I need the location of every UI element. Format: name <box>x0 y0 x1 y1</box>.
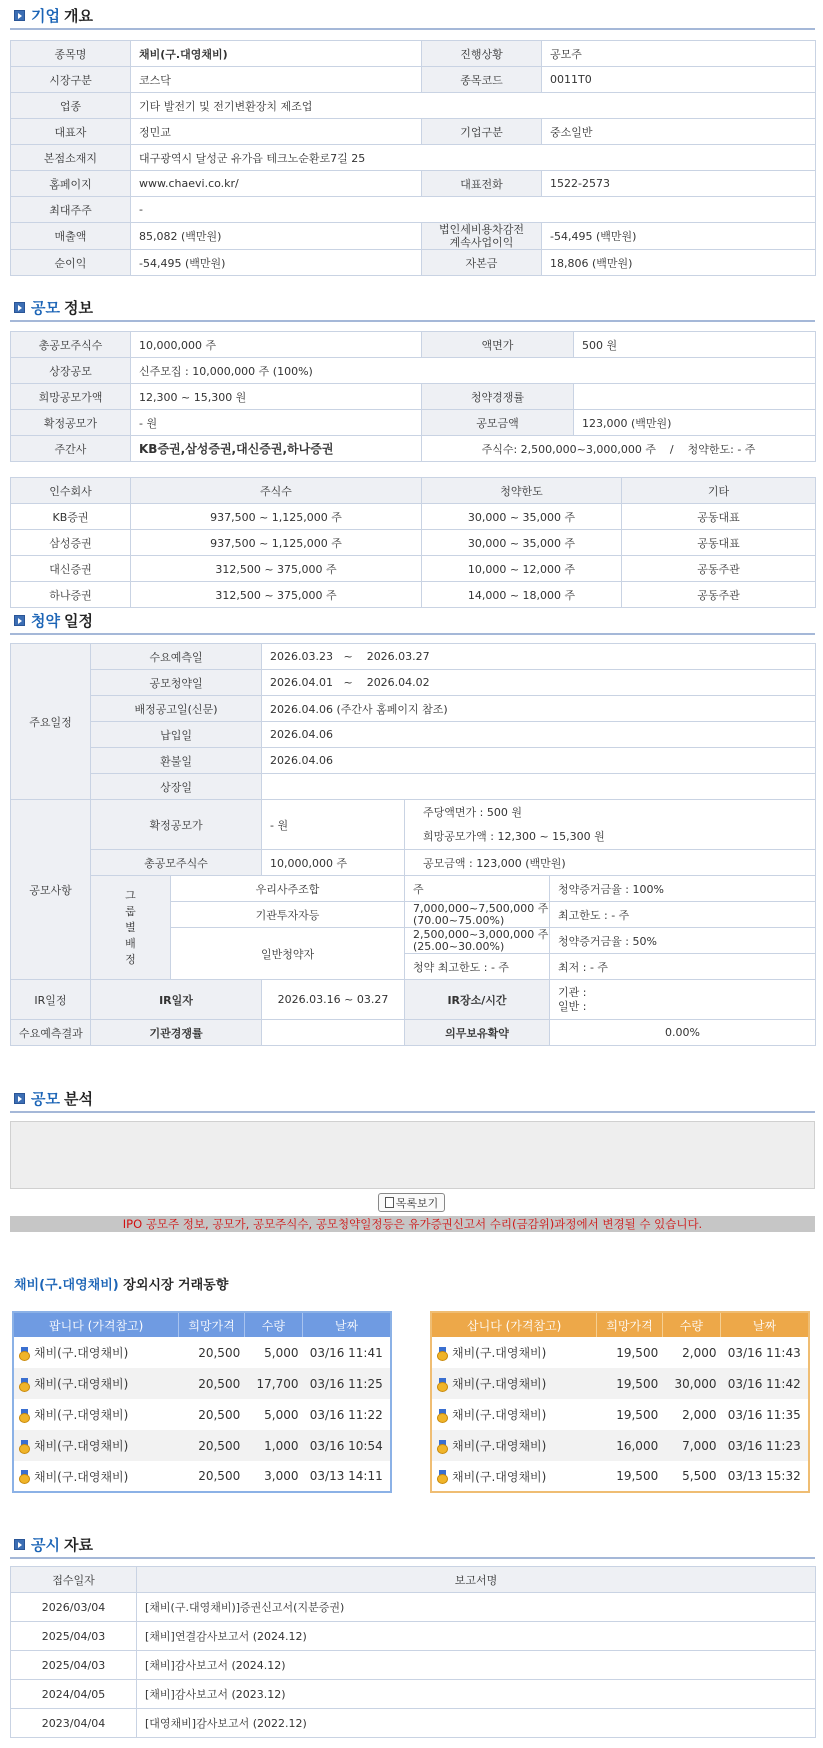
total-shares-label: 총공모주식수 <box>11 332 131 358</box>
item-price: 20,500 <box>198 1345 241 1360</box>
etc-header: 기타 <box>622 478 816 504</box>
item-price: 19,500 <box>616 1469 659 1483</box>
schedule-item-value: 2026.04.01 ~ 2026.04.02 <box>262 670 816 696</box>
underwriter-name: KB증권 <box>11 504 131 530</box>
medal-icon <box>436 1347 449 1361</box>
table-row <box>11 1651 816 1680</box>
sell-row[interactable] <box>13 1399 391 1430</box>
type-value: 중소일반 <box>542 119 816 145</box>
total-shares-label: 총공모주식수 <box>91 850 262 876</box>
analysis-content <box>10 1121 815 1189</box>
name-label: 종목명 <box>11 41 131 67</box>
fixed-price-value: - 원 <box>262 800 405 850</box>
item-name: 채비(구.대영채비) <box>34 1439 129 1453</box>
sell-table <box>12 1311 392 1493</box>
schedule-item-value: 2026.04.06 <box>262 748 816 774</box>
sell-item[interactable] <box>13 1337 179 1368</box>
schedule-item-value: 2026.04.06 <box>262 722 816 748</box>
company-table <box>10 40 816 276</box>
major-holder-value: - <box>131 197 816 223</box>
item-qty: 5,500 <box>682 1469 717 1483</box>
underwriter-name: 삼성증권 <box>11 530 131 556</box>
analysis-section-title <box>14 1087 93 1109</box>
amount-label: 공모금액 <box>422 410 574 436</box>
medal-icon <box>18 1378 31 1392</box>
underwriter-header: 인수회사 <box>11 478 131 504</box>
qty-header: 수량 <box>244 1312 302 1337</box>
inst-competition-label: 기관경쟁률 <box>91 1020 262 1046</box>
item-qty: 7,000 <box>662 1430 720 1461</box>
medal-icon <box>436 1470 449 1484</box>
title-highlight: 기업 <box>31 6 60 25</box>
ir-date-value: 2026.03.16 ~ 03.27 <box>262 980 405 1020</box>
hope-text: 희망공모가액 : 12,300 ~ 15,300 원 <box>423 829 605 843</box>
schedule-item-value: 2026.04.06 (주간사 홈페이지 참조) <box>262 696 816 722</box>
homepage-label: 홈페이지 <box>11 171 131 197</box>
underwriter-role: 공동대표 <box>622 504 816 530</box>
underwriter-limit: 10,000 ~ 12,000 주 <box>422 556 622 582</box>
market-value: 코스닥 <box>131 67 422 93</box>
sell-row[interactable] <box>13 1461 391 1492</box>
ir-place-label: IR장소/시간 <box>405 980 550 1020</box>
homepage-link[interactable]: www.chaevi.co.kr/ <box>131 171 422 197</box>
schedule-item-label: 납입일 <box>91 722 262 748</box>
item-price: 20,500 <box>198 1407 241 1422</box>
offering-table <box>10 331 816 462</box>
lockup-value: 0.00% <box>550 1020 816 1046</box>
medal-icon <box>436 1378 449 1392</box>
item-date: 03/16 11:22 <box>309 1407 383 1422</box>
underwriter-limit: 30,000 ~ 35,000 주 <box>422 504 622 530</box>
item-date: 03/16 11:35 <box>727 1407 801 1422</box>
retail-value <box>405 928 550 954</box>
buy-row[interactable] <box>431 1368 809 1399</box>
underwriter-name: 하나증권 <box>11 582 131 608</box>
price-header: 희망가격 <box>179 1312 244 1337</box>
fixed-price-label: 확정공모가 <box>11 410 131 436</box>
manager-label: 주간사 <box>11 436 131 462</box>
ceo-value: 정민교 <box>131 119 422 145</box>
employee-value: 주 <box>405 876 550 902</box>
title-highlight: 공모 <box>31 298 60 317</box>
item-qty: 17,700 <box>244 1368 302 1399</box>
report-date: 2024/04/05 <box>11 1680 137 1709</box>
competition-label: 청약경쟁률 <box>422 384 574 410</box>
institution-shares: 7,000,000~7,500,000 주 <box>413 901 549 915</box>
report-date: 2025/04/03 <box>11 1622 137 1651</box>
table-row <box>11 1622 816 1651</box>
retail-ratio: (25.00~30.00%) <box>413 939 505 953</box>
item-qty: 2,000 <box>682 1345 717 1360</box>
limit-header: 청약한도 <box>422 478 622 504</box>
pretax-label <box>422 223 542 250</box>
buy-item[interactable] <box>431 1461 597 1492</box>
item-name: 채비(구.대영채비) <box>452 1377 547 1391</box>
institution-label: 기관투자자등 <box>171 902 405 928</box>
item-qty: 30,000 <box>662 1368 720 1399</box>
status-label: 진행상황 <box>422 41 542 67</box>
sell-header: 팝니다 (가격참고) <box>13 1312 179 1337</box>
ceo-label: 대표자 <box>11 119 131 145</box>
table-row <box>11 1593 816 1622</box>
item-name: 채비(구.대영채비) <box>34 1346 129 1360</box>
table-row <box>11 1709 816 1738</box>
item-qty: 3,000 <box>264 1469 299 1483</box>
status-value: 공모주 <box>542 41 816 67</box>
buy-item[interactable] <box>431 1337 597 1368</box>
market-title <box>14 1274 228 1293</box>
sell-item[interactable] <box>13 1399 179 1430</box>
hope-price-value: 12,300 ~ 15,300 원 <box>131 384 422 410</box>
buy-row[interactable] <box>431 1461 809 1492</box>
item-price: 20,500 <box>198 1469 241 1483</box>
underwriter-role: 공동주관 <box>622 556 816 582</box>
title-rest: 분석 <box>63 1089 93 1108</box>
medal-icon <box>18 1440 31 1454</box>
underwriters-table <box>10 477 816 608</box>
item-name: 채비(구.대영채비) <box>452 1408 547 1422</box>
section-bullet-icon <box>14 615 25 626</box>
section-bullet-icon <box>14 1093 25 1104</box>
buy-row[interactable] <box>431 1430 809 1461</box>
market-label: 시장구분 <box>11 67 131 93</box>
ir-place-value <box>550 980 816 1020</box>
item-price: 19,500 <box>616 1345 659 1360</box>
item-date: 03/16 11:41 <box>309 1345 383 1360</box>
industry-label: 업종 <box>11 93 131 119</box>
change-notice: IPO 공모주 정보, 공모가, 공모주식수, 공모청약일정등은 유가증권신고서 수리(금감위)과정에서 변경될 수 있습니다. <box>10 1216 815 1232</box>
pretax-label-line1: 법인세비용차감전 <box>438 223 524 236</box>
par-text: 주당액면가 : 500 원 <box>423 805 522 819</box>
medal-icon <box>18 1470 31 1484</box>
group-allocation-label: 그룹별배정 <box>91 876 171 980</box>
underwriter-shares: 937,500 ~ 1,125,000 주 <box>131 504 422 530</box>
report-header: 보고서명 <box>137 1567 816 1593</box>
listing-value: 신주모집 : 10,000,000 주 (100%) <box>131 358 816 384</box>
retail-min: 최저 : - 주 <box>550 954 816 980</box>
offering-section-title <box>14 296 93 318</box>
schedule-item-label: 배정공고일(신문) <box>91 696 262 722</box>
item-name: 채비(구.대영채비) <box>452 1469 547 1484</box>
item-name: 채비(구.대영채비) <box>452 1346 547 1360</box>
ir-inst: 기관 : <box>558 985 587 999</box>
date-header: 날짜 <box>303 1312 391 1337</box>
underwriter-name: 대신증권 <box>11 556 131 582</box>
employee-margin: 청약증거금율 : 100% <box>550 876 816 902</box>
item-price: 16,000 <box>597 1430 662 1461</box>
table-row <box>11 1680 816 1709</box>
medal-icon <box>436 1440 449 1454</box>
date-header: 접수일자 <box>11 1567 137 1593</box>
item-date: 03/16 11:23 <box>721 1430 809 1461</box>
address-label: 본점소재지 <box>11 145 131 171</box>
company-section-title <box>14 4 93 26</box>
amount-text: 공모금액 : 123,000 (백만원) <box>405 850 816 876</box>
demand-result-label: 수요예측결과 <box>11 1020 91 1046</box>
buy-header: 삽니다 (가격참고) <box>431 1312 597 1337</box>
report-date: 2026/03/04 <box>11 1593 137 1622</box>
section-divider <box>10 28 815 30</box>
inst-competition-value <box>262 1020 405 1046</box>
underwriter-role: 공동주관 <box>622 582 816 608</box>
item-date: 03/13 15:32 <box>727 1469 801 1483</box>
buy-table <box>430 1311 810 1493</box>
report-link[interactable]: [채비]감사보고서 (2023.12) <box>137 1680 816 1709</box>
institution-value <box>405 902 550 928</box>
underwriter-shares: 312,500 ~ 375,000 주 <box>131 582 422 608</box>
code-value: 0011T0 <box>542 67 816 93</box>
title-rest: 일정 <box>63 611 93 630</box>
sell-item[interactable] <box>13 1461 179 1492</box>
net-income-value: -54,495 (백만원) <box>131 250 422 276</box>
underwriter-shares: 312,500 ~ 375,000 주 <box>131 556 422 582</box>
title-rest: 개요 <box>63 6 93 25</box>
fixed-price-label: 확정공모가 <box>91 800 262 850</box>
buy-item[interactable] <box>431 1430 597 1461</box>
section-bullet-icon <box>14 1539 25 1550</box>
item-date: 03/13 14:11 <box>309 1469 383 1483</box>
item-price: 19,500 <box>597 1368 662 1399</box>
type-label: 기업구분 <box>422 119 542 145</box>
document-icon <box>385 1197 394 1208</box>
code-label: 종목코드 <box>422 67 542 93</box>
fixed-price-value: - 원 <box>131 410 422 436</box>
retail-label: 일반청약자 <box>171 928 405 980</box>
schedule-item-label: 환불일 <box>91 748 262 774</box>
capital-label: 자본금 <box>422 250 542 276</box>
price-detail <box>405 800 816 850</box>
disclosure-table <box>10 1566 816 1738</box>
medal-icon <box>436 1409 449 1423</box>
table-row <box>11 582 816 608</box>
title-highlight: 공시 <box>31 1535 60 1554</box>
list-view-button[interactable] <box>378 1193 445 1212</box>
item-date: 03/16 11:42 <box>721 1368 809 1399</box>
par-label: 액면가 <box>422 332 574 358</box>
report-link[interactable]: [채비(구.대영채비)]증권신고서(지분증권) <box>137 1593 816 1622</box>
item-name: 채비(구.대영채비) <box>452 1439 547 1453</box>
listing-label: 상장공모 <box>11 358 131 384</box>
table-row <box>11 556 816 582</box>
item-price: 19,500 <box>616 1407 659 1422</box>
schedule-item-label: 공모청약일 <box>91 670 262 696</box>
date-header: 날짜 <box>721 1312 809 1337</box>
schedule-section-title <box>14 609 93 631</box>
phone-value: 1522-2573 <box>542 171 816 197</box>
institution-limit: 최고한도 : - 주 <box>550 902 816 928</box>
report-date: 2023/04/04 <box>11 1709 137 1738</box>
schedule-item-value <box>262 774 816 800</box>
underwriter-role: 공동대표 <box>622 530 816 556</box>
sell-row[interactable] <box>13 1368 391 1399</box>
capital-value: 18,806 (백만원) <box>542 250 816 276</box>
retail-margin: 청약증거금율 : 50% <box>550 928 816 954</box>
market-title-name: 채비(구.대영채비) <box>14 1278 119 1293</box>
ir-label: IR일정 <box>11 980 91 1020</box>
item-name: 채비(구.대영채비) <box>34 1408 129 1422</box>
sell-row[interactable] <box>13 1337 391 1368</box>
item-date: 03/16 11:43 <box>727 1345 801 1360</box>
item-price: 20,500 <box>179 1430 244 1461</box>
manager-detail: 주식수: 2,500,000~3,000,000 주 / 청약한도: - 주 <box>422 436 816 462</box>
item-qty: 5,000 <box>264 1407 299 1422</box>
pretax-label-line2: 계속사업이익 <box>449 236 514 249</box>
offer-info-label: 공모사항 <box>11 800 91 980</box>
par-value: 500 원 <box>574 332 816 358</box>
underwriter-limit: 30,000 ~ 35,000 주 <box>422 530 622 556</box>
item-date: 03/16 10:54 <box>303 1430 391 1461</box>
buy-item[interactable] <box>431 1399 597 1430</box>
ir-date-label: IR일자 <box>91 980 262 1020</box>
schedule-item-value: 2026.03.23 ~ 2026.03.27 <box>262 644 816 670</box>
employee-label: 우리사주조합 <box>171 876 405 902</box>
report-link[interactable]: [채비]연결감사보고서 (2024.12) <box>137 1622 816 1651</box>
item-qty: 1,000 <box>244 1430 302 1461</box>
title-rest: 정보 <box>63 298 93 317</box>
total-shares-value: 10,000,000 주 <box>131 332 422 358</box>
sales-value: 85,082 (백만원) <box>131 223 422 250</box>
sell-item[interactable] <box>13 1430 179 1461</box>
qty-header: 수량 <box>662 1312 720 1337</box>
medal-icon <box>18 1347 31 1361</box>
schedule-item-label: 상장일 <box>91 774 262 800</box>
manager-value: KB증권,삼성증권,대신증권,하나증권 <box>131 436 422 462</box>
report-link[interactable]: [대영채비]감사보고서 (2022.12) <box>137 1709 816 1738</box>
schedule-table <box>10 643 816 1046</box>
item-qty: 2,000 <box>682 1407 717 1422</box>
section-bullet-icon <box>14 10 25 21</box>
section-divider <box>10 1111 815 1113</box>
lockup-label: 의무보유확약 <box>405 1020 550 1046</box>
retail-shares: 2,500,000~3,000,000 주 <box>413 927 549 941</box>
buy-row[interactable] <box>431 1337 809 1368</box>
industry-value: 기타 발전기 및 전기변환장치 제조업 <box>131 93 816 119</box>
report-date: 2025/04/03 <box>11 1651 137 1680</box>
institution-ratio: (70.00~75.00%) <box>413 913 505 927</box>
sales-label: 매출액 <box>11 223 131 250</box>
price-header: 희망가격 <box>597 1312 662 1337</box>
company-name: 채비(구.대영채비) <box>131 41 422 67</box>
underwriter-limit: 14,000 ~ 18,000 주 <box>422 582 622 608</box>
amount-value: 123,000 (백만원) <box>574 410 816 436</box>
section-divider <box>10 320 815 322</box>
list-view-label: 목록보기 <box>395 1196 439 1210</box>
item-name: 채비(구.대영채비) <box>34 1377 129 1391</box>
total-shares-value: 10,000,000 주 <box>262 850 405 876</box>
item-name: 채비(구.대영채비) <box>34 1469 129 1484</box>
disclosure-section-title <box>14 1533 93 1555</box>
ir-retail: 일반 : <box>558 999 587 1013</box>
buy-row[interactable] <box>431 1399 809 1430</box>
table-row <box>11 530 816 556</box>
pretax-value: -54,495 (백만원) <box>542 223 816 250</box>
item-date: 03/16 11:25 <box>303 1368 391 1399</box>
shares-header: 주식수 <box>131 478 422 504</box>
title-highlight: 공모 <box>31 1089 60 1108</box>
title-rest: 자료 <box>63 1535 93 1554</box>
address-value: 대구광역시 달성군 유가읍 테크노순환로7길 25 <box>131 145 816 171</box>
section-bullet-icon <box>14 302 25 313</box>
table-row <box>11 504 816 530</box>
section-divider <box>10 1557 815 1559</box>
hope-price-label: 희망공모가액 <box>11 384 131 410</box>
sell-item[interactable] <box>13 1368 179 1399</box>
market-title-rest: 장외시장 거래동향 <box>123 1278 229 1293</box>
buy-item[interactable] <box>431 1368 597 1399</box>
sell-row[interactable] <box>13 1430 391 1461</box>
item-qty: 5,000 <box>264 1345 299 1360</box>
net-income-label: 순이익 <box>11 250 131 276</box>
item-price: 20,500 <box>179 1368 244 1399</box>
report-link[interactable]: [채비]감사보고서 (2024.12) <box>137 1651 816 1680</box>
title-highlight: 청약 <box>31 611 60 630</box>
medal-icon <box>18 1409 31 1423</box>
major-holder-label: 최대주주 <box>11 197 131 223</box>
phone-label: 대표전화 <box>422 171 542 197</box>
retail-max: 청약 최고한도 : - 주 <box>405 954 550 980</box>
section-divider <box>10 633 815 635</box>
main-schedule-label: 주요일정 <box>11 644 91 800</box>
schedule-item-label: 수요예측일 <box>91 644 262 670</box>
competition-value <box>574 384 816 410</box>
underwriter-shares: 937,500 ~ 1,125,000 주 <box>131 530 422 556</box>
